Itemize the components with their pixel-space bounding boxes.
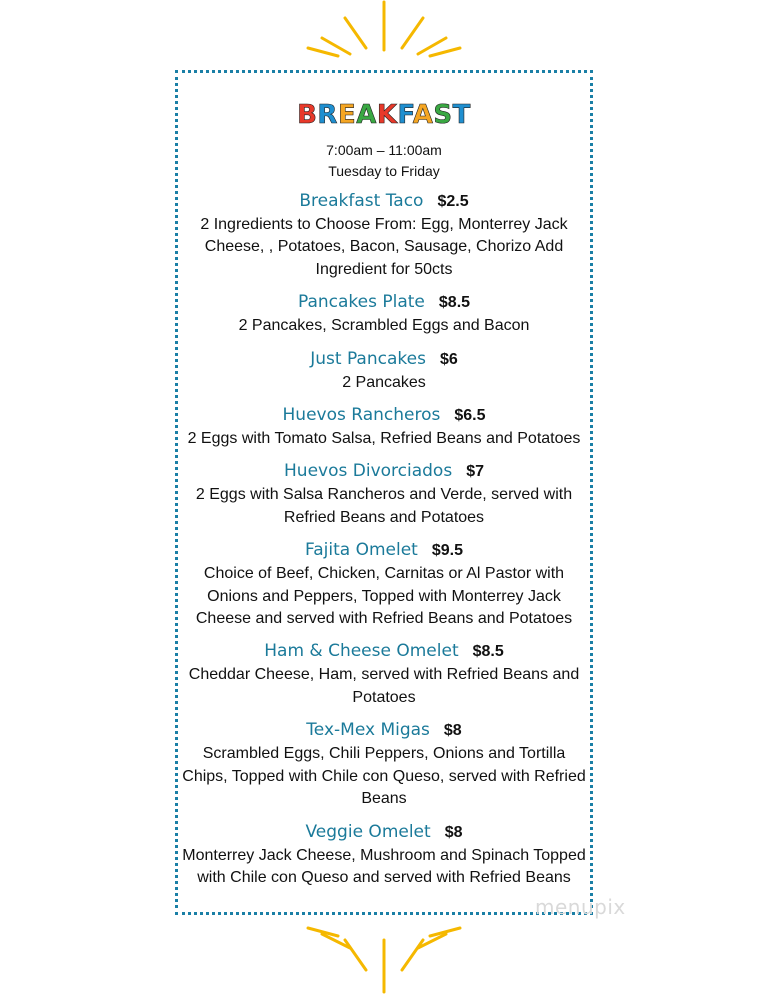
menu-item-name: Tex-Mex Migas	[306, 720, 430, 741]
menu-item-header	[180, 638, 588, 664]
menu-item-price: $6.5	[454, 407, 486, 425]
menu-item	[180, 537, 588, 630]
menu-item-description: Monterrey Jack Cheese, Mushroom and Spinach Topped with Chile con Queso and served with Refried Beans	[182, 846, 586, 886]
sun-rays-bottom-icon	[0, 920, 768, 1000]
menu-item-header	[180, 346, 588, 372]
menu-item-price: $7	[466, 463, 484, 481]
menu-item-name: Veggie Omelet	[305, 821, 431, 842]
menu-item-header	[180, 537, 588, 563]
title-letter: B	[297, 100, 318, 130]
menu-item	[180, 819, 588, 890]
menu-item-price: $8.5	[472, 643, 504, 661]
menu-item-name: Just Pancakes	[310, 348, 426, 369]
menu-item-header	[180, 289, 588, 315]
menu-item-header	[180, 819, 588, 845]
menu-item-description: Scrambled Eggs, Chili Peppers, Onions and Tortilla Chips, Topped with Chile con Queso, served with Refried Beans	[182, 745, 586, 808]
menu-item-description: 2 Eggs with Salsa Rancheros and Verde, served with Refried Beans and Potatoes	[195, 486, 573, 526]
menu-item-price: $6	[439, 350, 458, 368]
menu-item-description: Choice of Beef, Chicken, Carnitas or Al Pastor with Onions and Peppers, Topped with Monterrey Jack Cheese and served with Refried Beans and Potatoes	[195, 565, 573, 628]
menu-item-header	[180, 717, 588, 743]
title-letter: K	[376, 100, 398, 130]
menu-item	[180, 402, 588, 450]
menu-item-description: Cheddar Cheese, Ham, served with Refried Beans and Potatoes	[188, 666, 580, 706]
menu-item-price: $9.5	[431, 542, 463, 560]
menu-item	[180, 289, 588, 337]
menu-item-header	[180, 458, 588, 484]
title-letter: F	[397, 100, 413, 130]
hours-block	[0, 140, 768, 182]
menu-item-header	[180, 402, 588, 428]
menu-item-name: Pancakes Plate	[297, 292, 425, 313]
menu-item-header	[180, 188, 588, 214]
menu-title	[0, 100, 768, 130]
menu-list	[180, 188, 588, 889]
menu-item-name: Fajita Omelet	[305, 540, 418, 561]
menu-item-price: $8	[443, 722, 462, 740]
watermark: menupix	[535, 895, 626, 919]
menu-item-price: $2.5	[437, 193, 469, 210]
menu-item-description: 2 Pancakes	[342, 373, 426, 391]
menu-item-name: Breakfast Taco	[299, 191, 424, 211]
title-letter: E	[337, 100, 357, 130]
menu-item-name: Huevos Rancheros	[282, 405, 441, 426]
hours-time: 7:00am – 11:00am	[326, 142, 442, 158]
menu-item	[180, 346, 588, 394]
title-letter: A	[356, 100, 377, 130]
title-letter: R	[317, 100, 338, 130]
sun-rays-top-icon	[0, 0, 768, 80]
title-letter: S	[433, 100, 453, 130]
menu-item-description: 2 Eggs with Tomato Salsa, Refried Beans and Potatoes	[187, 430, 581, 448]
menu-item-price: $8	[444, 823, 463, 841]
menu-item-description: 2 Ingredients to Choose From: Egg, Monterrey Jack Cheese, , Potatoes, Bacon, Sausage, Chorizo Add Ingredient for 50cts	[200, 216, 568, 278]
menu-item	[180, 188, 588, 281]
menu-item	[180, 717, 588, 810]
menu-item-description: 2 Pancakes, Scrambled Eggs and Bacon	[238, 317, 530, 335]
menu-item-name: Huevos Divorciados	[284, 461, 453, 482]
hours-days: Tuesday to Friday	[328, 163, 440, 179]
menu-item-price: $8.5	[438, 294, 471, 312]
menu-item	[180, 638, 588, 709]
menu-item-name: Ham & Cheese Omelet	[264, 641, 459, 662]
title-letter: T	[452, 100, 471, 130]
menu-item	[180, 458, 588, 529]
title-letter: A	[412, 100, 434, 130]
